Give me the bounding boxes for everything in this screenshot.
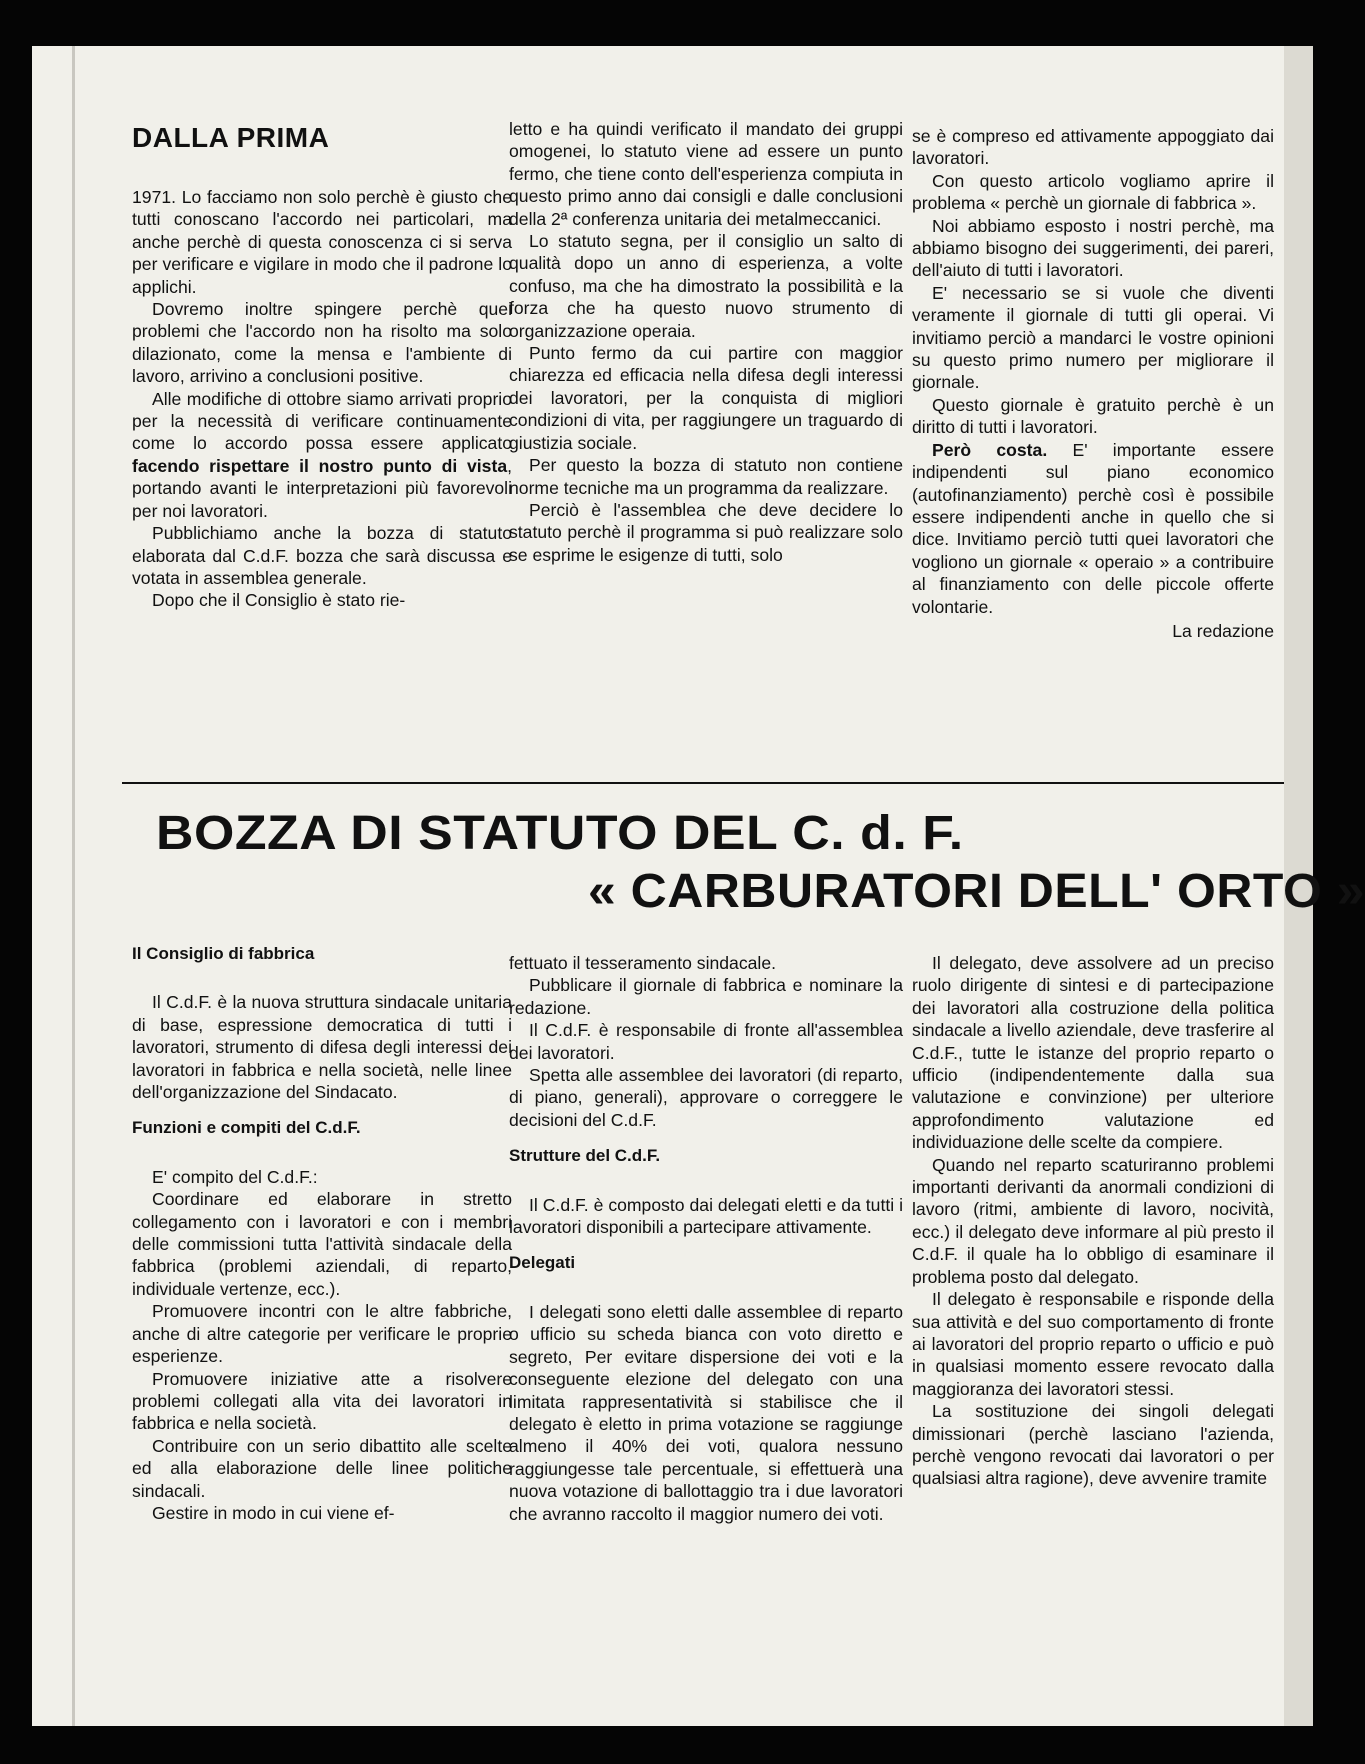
paragraph: Promuovere iniziative atte a risolvere problemi collegati alla vita dei lavoratori in fabbrica e nella società. bbox=[132, 1368, 512, 1434]
paragraph: Il delegato è responsabile e risponde della sua attività e del suo comportamento di fronte ai lavoratori del proprio reparto o ufficio e può in qualsiasi momento essere revocato dalla maggioranza dei lavoratori stessi. bbox=[912, 1289, 1274, 1399]
paragraph: Promuovere incontri con le altre fabbriche, anche di altre categorie per verificare le proprie esperienze. bbox=[132, 1301, 512, 1367]
newspaper-page bbox=[32, 46, 1365, 1726]
top-article-column-2 bbox=[509, 118, 903, 566]
subheading: Delegati bbox=[509, 1253, 576, 1273]
paragraph: se è compreso ed attivamente appoggiato dai lavoratori. bbox=[912, 126, 1274, 169]
page-binding-edge bbox=[72, 46, 75, 1726]
paragraph: Gestire in modo in cui viene ef- bbox=[152, 1502, 395, 1523]
paragraph: Pubblichiamo anche la bozza di statuto elaborata dal C.d.F. bozza che sarà discussa e votata in assemblea generale. bbox=[132, 523, 512, 588]
paragraph: Quando nel reparto scaturiranno problemi importanti derivanti da anormali condizioni di lavoro (ritmi, ambiente di lavoro, nocività, ecc.) il delegato deve informare al più presto il C.d.F. il quale ha lo obbligo di esaminare il problema posto dal delegato. bbox=[912, 1154, 1274, 1287]
paragraph: Questo giornale è gratuito perchè è un diritto di tutti i lavoratori. bbox=[912, 394, 1274, 438]
paragraph: Il C.d.F. è composto dai delegati eletti e da tutti i lavoratori disponibili a partecipare attivamente. bbox=[509, 1194, 903, 1238]
statute-column-3 bbox=[912, 952, 1274, 1490]
paragraph: Noi abbiamo esposto i nostri perchè, ma abbiamo bisogno dei suggerimenti, dei pareri, dell'aiuto di tutti i lavoratori. bbox=[912, 215, 1274, 281]
top-article-column-1 bbox=[132, 186, 512, 612]
bold-emphasis: facendo rispettare il nostro punto di vista bbox=[132, 455, 508, 476]
paragraph: La sostituzione dei singoli delegati dimissionari (perchè lasciano l'azienda, perchè vengono revocati dai lavoratori o per qualsiasi altra ragione), deve avvenire tramite bbox=[912, 1401, 1274, 1489]
paragraph: Dovremo inoltre spingere perchè quei problemi che l'accordo non ha risolto ma solo dilazionato, come la mensa e l'ambiente di lavoro, arrivino a conclusioni positive. bbox=[132, 299, 512, 387]
headline-line-2: « CARBURATORI DELL' ORTO » bbox=[588, 865, 1365, 918]
paragraph: Perciò è l'assemblea che deve decidere lo statuto perchè il programma si può realizzare solo se esprime le esigenze di tutti, solo bbox=[509, 499, 903, 565]
headline-line-1: BOZZA DI STATUTO DEL C. d. F. bbox=[156, 807, 964, 860]
paragraph: Alle modifiche di ottobre siamo arrivati proprio per la necessità di verificare continuamente come lo accordo possa essere applicato facendo rispettare il nostro punto di vista, portando avanti le interpretazioni più favorevoli per noi lavoratori. bbox=[132, 388, 512, 521]
paragraph: Pubblicare il giornale di fabbrica e nominare la redazione. bbox=[509, 975, 903, 1018]
top-article-column-3 bbox=[912, 125, 1274, 642]
paragraph: Però costa. E' importante essere indipendenti sul piano economico (autofinanziamento) perchè così è possibile essere indipendenti anche in quello che si dice. Invitiamo perciò tutti quei lavoratori che vogliono un giornale « operaio » a contribuire al finanziamento con delle piccole offerte volontarie. bbox=[912, 439, 1274, 617]
paragraph: Il C.d.F. è la nuova struttura sindacale unitaria di base, espressione democratica di tutti i lavoratori, strumento di difesa degli interessi dei lavoratori in fabbrica e nella società, nelle linee dell'organizzazione del Sindacato. bbox=[132, 992, 512, 1103]
paragraph: Punto fermo da cui partire con maggior chiarezza ed efficacia nella difesa degli interessi dei lavoratori, per la conquista di migliori condizioni di vita, per raggiungere un traguardo di giustizia sociale. bbox=[509, 343, 903, 453]
bold-emphasis: Però costa. bbox=[932, 439, 1048, 460]
subheading: Funzioni e compiti del C.d.F. bbox=[132, 1118, 361, 1138]
paragraph: Per questo la bozza di statuto non contiene norme tecniche ma un programma da realizzare. bbox=[509, 455, 903, 498]
paragraph: I delegati sono eletti dalle assemblee di reparto o ufficio su scheda bianca con voto diretto e segreto, Per evitare dispersione dei voti e la conseguente elezione del delegato con una limitata rappresentatività si stabilisce che il delegato è eletto in prima votazione se raggiunge almeno il 40% dei voti, qualora nessuno raggiungesse tale percentuale, si effettuerà una nuova votazione di ballottaggio tra i due lavoratori che avranno raccolto il maggior numero dei voti. bbox=[509, 1301, 903, 1524]
statute-column-2 bbox=[509, 952, 903, 1525]
subheading: Strutture del C.d.F. bbox=[509, 1146, 661, 1166]
section-kicker: DALLA PRIMA bbox=[132, 122, 330, 153]
paragraph: fettuato il tesseramento sindacale. bbox=[509, 953, 776, 973]
paragraph: 1971. Lo facciamo non solo perchè è giusto che tutti conoscano l'accordo nei particolari, ma anche perchè di questa conoscenza ci si serva per verificare e vigilare in modo che il padrone lo applichi. bbox=[132, 187, 512, 297]
paragraph: Lo statuto segna, per il consiglio un salto di qualità dopo un anno di esperienza, a volte confuso, ma che ha dimostrato la possibilità e la forza che ha questo nuovo strumento di organizzazione operaia. bbox=[509, 231, 903, 341]
paragraph: E' necessario se si vuole che diventi veramente il giornale di tutti gli operai. Vi invitiamo perciò a mandarci le vostre opinioni su questo primo numero per migliorare il giornale. bbox=[912, 282, 1274, 393]
paragraph: Contribuire con un serio dibattito alle scelte ed alla elaborazione delle linee politiche sindacali. bbox=[132, 1435, 512, 1501]
paragraph: Il C.d.F. è responsabile di fronte all'assemblea dei lavoratori. bbox=[509, 1020, 903, 1063]
paragraph: Il delegato, deve assolvere ad un preciso ruolo dirigente di sintesi e di partecipazione dei lavoratori alla costruzione della politica sindacale a livello aziendale, deve trasferire al C.d.F., tutte le istanze del proprio reparto o ufficio (indipendentemente dalla sua valutazione e convinzione) per ulteriore approfondimento valutazione ed individuazione delle scelte da compiere. bbox=[912, 953, 1274, 1153]
paragraph: Spetta alle assemblee dei lavoratori (di reparto, di piano, generali), approvare o correggere le decisioni del C.d.F. bbox=[509, 1065, 903, 1130]
subheading: Il Consiglio di fabbrica bbox=[132, 944, 315, 963]
paragraph: Coordinare ed elaborare in stretto collegamento con i lavoratori e con i membri delle commissioni tutta l'attività sindacale della fabbrica (problemi aziendali, di reparto, individuale vertenze, ecc.). bbox=[132, 1189, 512, 1299]
section-divider bbox=[122, 782, 1284, 784]
paragraph: Con questo articolo vogliamo aprire il problema « perchè un giornale di fabbrica ». bbox=[912, 170, 1274, 214]
paragraph: letto e ha quindi verificato il mandato dei gruppi omogenei, lo statuto viene ad essere un punto fermo, che tiene conto dell'esperienza compiuta in questo primo anno dai consigli e dalle conclusioni della 2ª conferenza unitaria dei metalmeccanici. bbox=[509, 119, 903, 229]
signature: La redazione bbox=[1172, 620, 1274, 641]
statute-column-1 bbox=[132, 943, 512, 1524]
paragraph: E' compito del C.d.F.: bbox=[152, 1166, 318, 1187]
paragraph: Dopo che il Consiglio è stato rie- bbox=[152, 590, 406, 611]
